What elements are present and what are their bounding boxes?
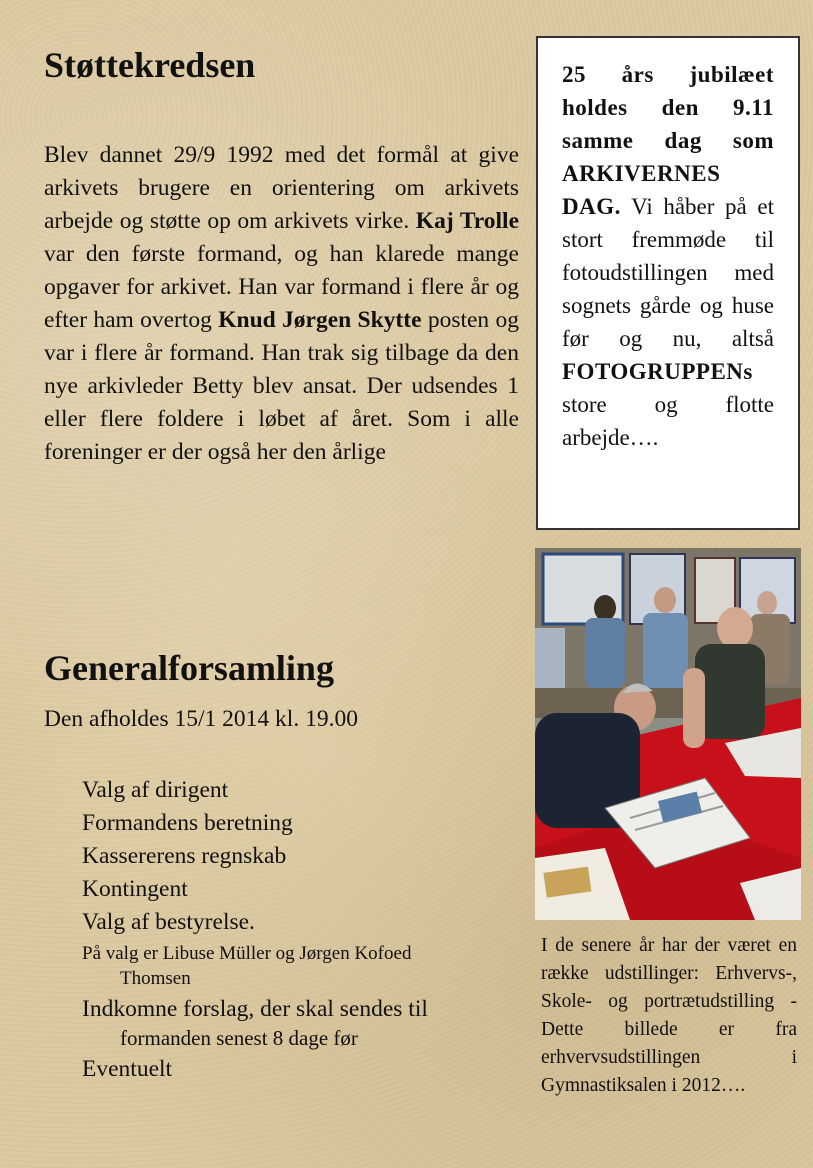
agenda-subnote [82,941,502,991]
agenda-subnote-line1: På valg er Libuse Müller og Jørgen Kofoed [82,943,412,964]
para-text-3: posten og var i flere år formand. Han trak sig tilbage da den nye arkivleder Betty blev ansat. Der udsendes 1 eller flere foldere i løbet af året. Som i alle foreninger er der også her den årlige [44,307,519,465]
para-text-2: var den første formand, og han klarede mange opgaver for arkivet. Han var formand i flere år og efter ham overtog [44,241,519,333]
section-title-generalforsamling: Generalforsamling [44,648,334,688]
announcement-box [536,36,800,530]
agenda-subnote-line2: Thomsen [120,968,191,989]
name-knud-jorgen-skytte: Knud Jørgen Skytte [218,307,422,333]
announcement-text [562,58,774,454]
agenda-item: Valg af dirigent [82,777,229,803]
announcement-bold-2: FOTOGRUPPENs [562,359,753,384]
para-text-1: Blev dannet 29/9 1992 med det formål at give arkivets brugere en orientering om arkivets arbejde og støtte op om arkivets virke. [44,142,519,234]
agenda-item-proposals [82,995,502,1053]
announcement-bold-1: 25 års jubilæet holdes den 9.11 samme dag som ARKIVERNES DAG. [562,62,774,219]
section-title-stottekredsen: Støttekredsen [44,45,256,85]
agenda-proposal-line1: Indkomne forslag, der skal sendes til [82,996,428,1022]
name-kaj-trolle: Kaj Trolle [415,208,519,234]
agenda-list [82,774,502,1086]
agenda-item: Valg af bestyrelse. [82,909,255,935]
exhibition-photo [535,548,801,920]
photo-caption: I de senere år har der været en række udstillinger: Erhvervs-, Skole- og portrætudstilling - Dette billede er fra erhvervsudstillingen i Gymnastiksalen i 2012…. [541,935,797,1096]
agenda-item: Kontingent [82,876,188,902]
announcement-text-2: store og flotte arbejde…. [562,392,774,450]
meeting-date: Den afholdes 15/1 2014 kl. 19.00 [44,706,358,732]
agenda-item: Eventuelt [82,1056,173,1082]
agenda-item: Formandens beretning [82,810,293,836]
announcement-text-1: Vi håber på et stort fremmøde til fotoudstillingen med sognets gårde og huse før og nu, altså [562,194,774,351]
agenda-proposal-line2: formanden senest 8 dage før [120,1026,358,1050]
exhibition-photo-illustration [535,548,801,920]
agenda-item: Kassererens regnskab [82,843,287,869]
stottekredsen-paragraph [44,139,519,469]
